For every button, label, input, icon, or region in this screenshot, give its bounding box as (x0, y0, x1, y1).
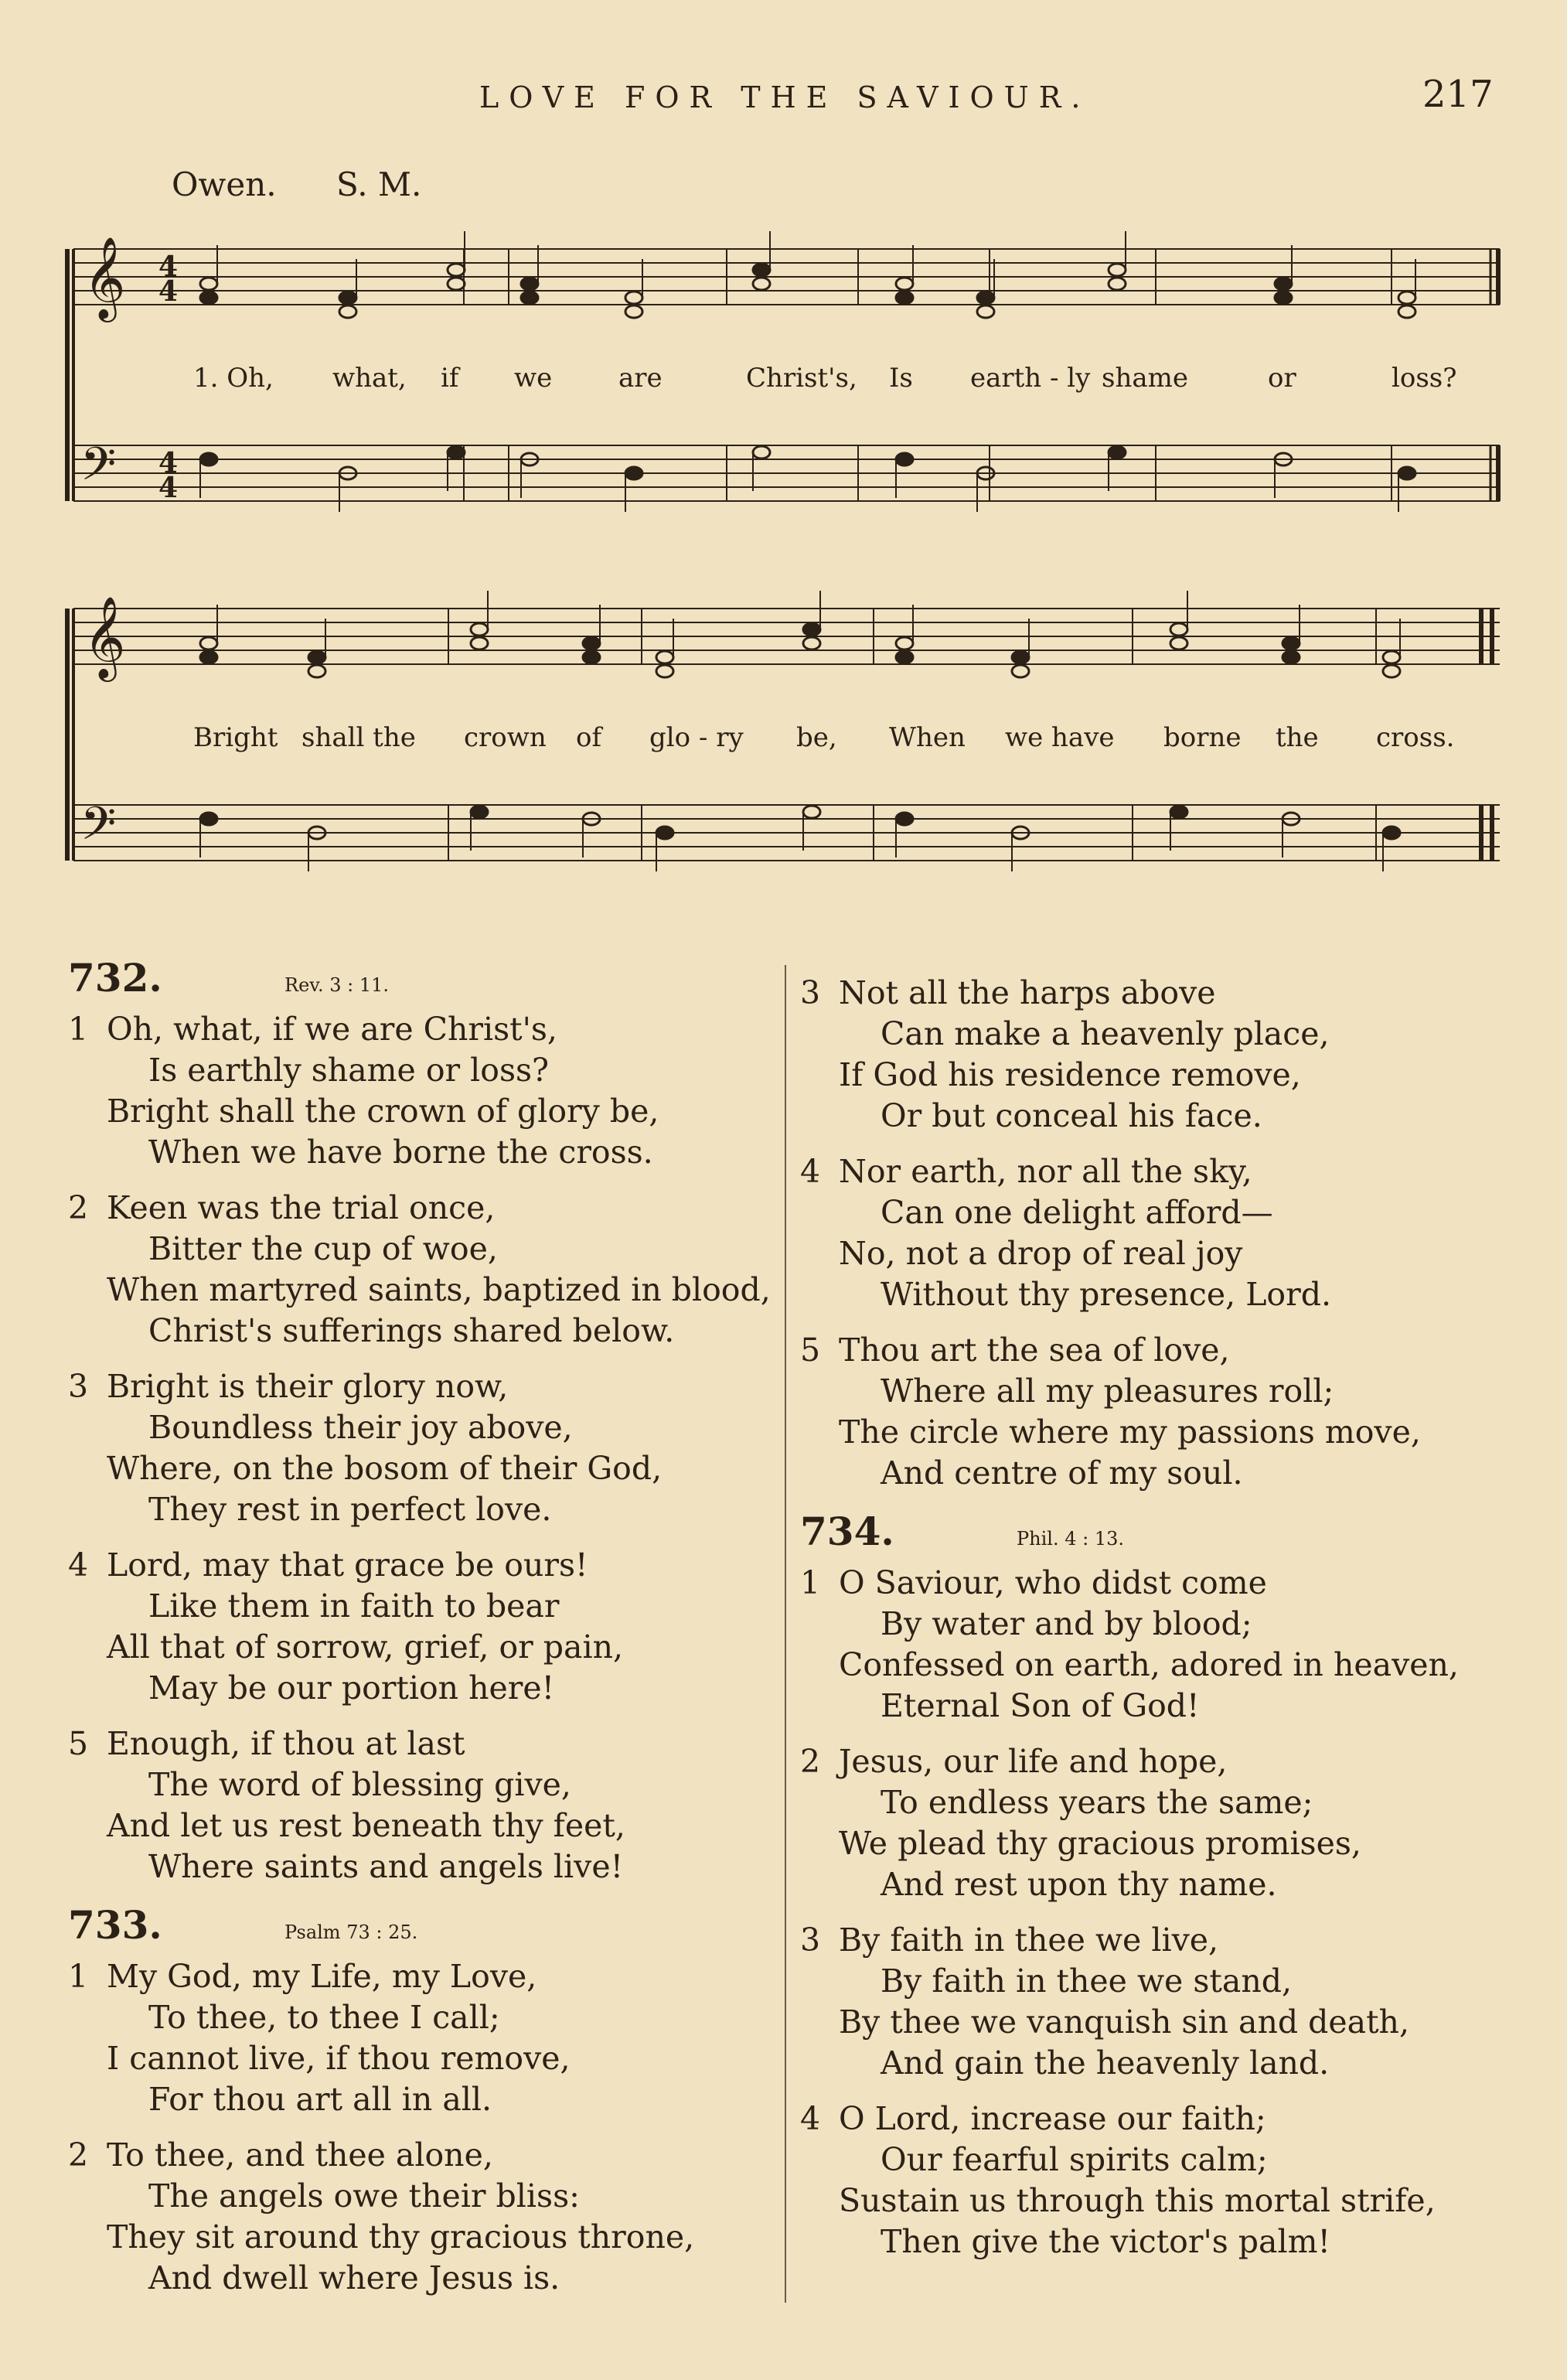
hymn-block (800, 973, 1542, 1494)
verse-line (68, 1132, 779, 1173)
verse-line-text: And centre of my soul. (881, 1454, 1243, 1492)
verse-line (800, 1604, 1542, 1645)
verse-line (68, 1956, 779, 1997)
verse-line-text: By water and by blood; (881, 1605, 1252, 1642)
verse-line (68, 1489, 779, 1530)
verse (800, 973, 1542, 1137)
verse-line-text: When we have borne the cross. (148, 1134, 653, 1171)
verse-number: 3 (68, 1368, 89, 1405)
verse-line (800, 1920, 1542, 1961)
verse-line (800, 2140, 1542, 2181)
verse-line (68, 1366, 779, 1407)
verse-number: 5 (68, 1725, 89, 1762)
treble-note (977, 292, 994, 304)
alto-note (583, 651, 600, 663)
hymns-left-column (68, 957, 779, 2316)
bass-clef-icon: 𝄢 (80, 796, 117, 861)
treble-note (1012, 651, 1029, 663)
verse-line-text: May be our portion here! (148, 1669, 555, 1707)
verse-line-text: We plead thy gracious promises, (839, 1825, 1361, 1862)
verse-line (800, 1563, 1542, 1604)
alto-note (1170, 637, 1187, 650)
treble-note (521, 278, 538, 290)
verse-number: 2 (68, 1189, 89, 1226)
verse-number: 3 (800, 974, 821, 1011)
verse-line (68, 1627, 779, 1668)
bass-note (448, 446, 465, 459)
verse-number: 2 (800, 1743, 821, 1780)
alto-note (1283, 651, 1300, 663)
verse-number: 1 (800, 1564, 821, 1601)
svg-text:4: 4 (158, 472, 179, 504)
verse-line-text: For thou art all in all. (148, 2081, 492, 2118)
verse-line (800, 1412, 1542, 1453)
bass-note (200, 813, 217, 825)
verse-number: 3 (800, 1921, 821, 1959)
verse-line-text: Nor earth, nor all the sky, (839, 1153, 1252, 1190)
verse-line-text: The angels owe their bliss: (148, 2177, 580, 2215)
alto-note (753, 278, 770, 290)
lyric-syllable: Christ's, (746, 363, 857, 394)
verse-line-text: Lord, may that grace be ours! (107, 1546, 588, 1584)
verse-line-text: Oh, what, if we are Christ's, (107, 1011, 557, 1048)
bass-note (753, 446, 770, 459)
lyric-syllable: Bright (193, 722, 278, 753)
bass-note (200, 453, 217, 465)
verse-line-text: When martyred saints, baptized in blood, (107, 1271, 771, 1308)
treble-clef-icon: 𝄞 (83, 236, 126, 319)
treble-note (583, 637, 600, 650)
verse-line (68, 1997, 779, 2038)
verse-line-text: Confessed on earth, adored in heaven, (839, 1646, 1459, 1683)
verse-line (800, 1961, 1542, 2002)
lyric-syllable: When (889, 722, 966, 753)
verse-line-text: Where, on the bosom of their God, (107, 1450, 663, 1487)
bass-note (656, 827, 673, 839)
verse-number: 4 (68, 1546, 89, 1584)
verse-line-text: Is earthly shame or loss? (148, 1052, 550, 1089)
verse-line (68, 1668, 779, 1709)
alto-note (625, 305, 642, 318)
verse (800, 1330, 1542, 1494)
verse-line (800, 1055, 1542, 1096)
verse-line-text: Keen was the trial once, (107, 1189, 496, 1226)
lyric-syllable: the (1276, 722, 1319, 753)
alto-note (1012, 665, 1029, 677)
verse-number: 1 (68, 1958, 89, 1995)
bass-note (896, 453, 913, 465)
hymn-heading (800, 1511, 1542, 1560)
verse-line (800, 2099, 1542, 2140)
verse-line (68, 2258, 779, 2299)
verse-line (68, 1724, 779, 1765)
lyric-syllable: crown (464, 722, 547, 753)
treble-clef-icon: 𝄞 (83, 595, 126, 678)
verse (68, 1188, 779, 1352)
lyric-syllable: borne (1163, 722, 1242, 753)
verse-line-text: Sustain us through this mortal strife, (839, 2182, 1436, 2219)
verse-line (800, 1453, 1542, 1494)
verse-line (800, 1096, 1542, 1137)
verse-line-text: Like them in faith to bear (148, 1587, 560, 1625)
verse-line-text: Eternal Son of God! (881, 1687, 1200, 1724)
alto-note (896, 292, 913, 304)
hymn-number: 732. (68, 955, 162, 1001)
verse-number: 2 (68, 2136, 89, 2174)
treble-note (803, 623, 820, 636)
alto-note (521, 292, 538, 304)
verse-line (800, 2181, 1542, 2221)
verse (800, 1563, 1542, 1727)
scripture-reference: Phil. 4 : 13. (1017, 1528, 1124, 1550)
treble-note (753, 264, 770, 276)
alto-note (200, 651, 217, 663)
verse-line-text: And let us rest beneath thy feet, (107, 1807, 625, 1844)
treble-note (1275, 278, 1292, 290)
verse-line-text: By thee we vanquish sin and death, (839, 2003, 1409, 2041)
verse-line-text: And dwell where Jesus is. (148, 2259, 560, 2296)
verse-line (800, 2043, 1542, 2084)
verse-line (800, 1274, 1542, 1315)
verse (800, 2099, 1542, 2262)
hymn-heading (68, 957, 779, 1006)
treble-note (1398, 292, 1415, 304)
verse-line-text: Can one delight afford— (881, 1194, 1273, 1231)
column-divider (785, 965, 786, 2303)
alto-note (803, 637, 820, 650)
verse-line-text: Or but conceal his face. (881, 1097, 1262, 1134)
verse-line (68, 1545, 779, 1586)
hymn-block (68, 957, 779, 1887)
verse-number: 5 (800, 1332, 821, 1369)
verse-line (68, 2217, 779, 2258)
lyric-syllable: we (514, 363, 553, 394)
verse-line (800, 1192, 1542, 1233)
scripture-reference: Rev. 3 : 11. (284, 974, 390, 996)
verse-line (800, 1645, 1542, 1686)
verse (800, 1920, 1542, 2084)
verse-line (68, 1448, 779, 1489)
verse-line (68, 1311, 779, 1352)
lyric-syllable: earth - ly (970, 363, 1091, 394)
lyric-syllable: of (576, 722, 602, 753)
hymns-right-column (800, 973, 1542, 2279)
verse-line (68, 2038, 779, 2079)
verse-line (68, 2079, 779, 2120)
hymn-block (68, 1904, 779, 2299)
verse-line-text: Bitter the cup of woe, (148, 1230, 498, 1267)
alto-note (1109, 278, 1126, 290)
alto-note (1275, 292, 1292, 304)
verse-line (800, 1330, 1542, 1371)
verse-line (800, 1233, 1542, 1274)
bass-note (1398, 467, 1415, 479)
bass-note (471, 806, 488, 818)
treble-note (1283, 637, 1300, 650)
verse-line (800, 1151, 1542, 1192)
lyric-syllable: be, (796, 722, 837, 753)
page-number: 217 (1422, 73, 1494, 116)
verse-line (68, 1188, 779, 1229)
verse-line (68, 2176, 779, 2217)
lyric-syllable: are (618, 363, 663, 394)
lyric-syllable: Is (889, 363, 913, 394)
verse-line-text: By faith in thee we live, (839, 1921, 1219, 1959)
treble-note (339, 292, 356, 304)
verse-number: 4 (800, 1153, 821, 1190)
alto-note (896, 651, 913, 663)
verse-line-text: To thee, to thee I call; (148, 1999, 500, 2036)
bass-note (896, 813, 913, 825)
lyric-syllable: what, (332, 363, 407, 394)
verse-line-text: Christ's sufferings shared below. (148, 1312, 675, 1349)
treble-note (200, 278, 217, 290)
alto-note (200, 292, 217, 304)
verse-line-text: Thou art the sea of love, (839, 1332, 1230, 1369)
hymn-number: 733. (68, 1902, 162, 1948)
verse-line (800, 1864, 1542, 1905)
verse (68, 1009, 779, 1173)
verse (68, 1545, 779, 1709)
verse-line-text: The word of blessing give, (148, 1766, 571, 1803)
verse-line-text: And rest upon thy name. (881, 1866, 1277, 1903)
treble-note (1383, 651, 1400, 663)
music-system-2 (0, 561, 1567, 916)
treble-note (471, 623, 488, 636)
verse (800, 1741, 1542, 1905)
alto-note (1398, 305, 1415, 318)
verse-number: 4 (800, 2100, 821, 2137)
verse-line-text: Not all the harps above (839, 974, 1216, 1011)
verse-line-text: They sit around thy gracious throne, (107, 2218, 695, 2256)
verse-line (68, 1846, 779, 1887)
tune-meter: S. M. (336, 165, 422, 203)
lyric-syllable: 1. Oh, (193, 363, 274, 394)
verse-line (68, 2135, 779, 2176)
alto-note (339, 305, 356, 318)
verse-line (800, 973, 1542, 1014)
alto-note (308, 665, 325, 677)
lyric-syllable: if (441, 363, 459, 394)
verse-line (68, 1805, 779, 1846)
scripture-reference: Psalm 73 : 25. (284, 1921, 418, 1943)
bass-note (1109, 446, 1126, 459)
verse-line (68, 1091, 779, 1132)
treble-note (200, 637, 217, 650)
verse-line (800, 1371, 1542, 1412)
verse-line-text: By faith in thee we stand, (881, 1962, 1292, 2000)
hymn-heading (68, 1904, 779, 1953)
verse (800, 1151, 1542, 1315)
verse-line-text: Boundless their joy above, (148, 1409, 573, 1446)
lyric-syllable: we have (1005, 722, 1115, 753)
svg-text:4: 4 (158, 251, 179, 283)
treble-note (1109, 264, 1126, 276)
alto-note (1383, 665, 1400, 677)
verse-line (800, 1686, 1542, 1727)
verse-line-text: All that of sorrow, grief, or pain, (107, 1628, 624, 1666)
treble-note (625, 292, 642, 304)
verse (68, 2135, 779, 2299)
verse-line-text: I cannot live, if thou remove, (107, 2040, 571, 2077)
verse-line (800, 2002, 1542, 2043)
verse-line-text: To endless years the same; (881, 1784, 1313, 1821)
verse-line-text: Jesus, our life and hope, (839, 1743, 1228, 1780)
verse-line-text: To thee, and thee alone, (107, 2136, 493, 2174)
running-header: LOVE FOR THE SAVIOUR. (479, 80, 1091, 114)
bass-clef-icon: 𝄢 (80, 437, 117, 502)
lyric-syllable: loss? (1392, 363, 1457, 394)
alto-note (448, 278, 465, 290)
verse-line-text: Can make a heavenly place, (881, 1015, 1330, 1052)
verse-line-text: Bright shall the crown of glory be, (107, 1093, 659, 1130)
lyric-syllable: shame (1102, 363, 1188, 394)
treble-note (1170, 623, 1187, 636)
bass-note (625, 467, 642, 479)
bass-note (1170, 806, 1187, 818)
verse-line-text: Then give the victor's palm! (881, 2223, 1330, 2260)
alto-note (656, 665, 673, 677)
lyric-syllable: glo - ry (649, 722, 744, 753)
verse-line (68, 1229, 779, 1270)
verse (68, 1956, 779, 2120)
verse-line-text: Where saints and angels live! (148, 1848, 624, 1885)
hymn-number: 734. (800, 1509, 894, 1554)
verse-line (800, 1823, 1542, 1864)
verse-line-text: They rest in perfect love. (148, 1491, 552, 1528)
verse-line (68, 1586, 779, 1627)
alto-note (977, 305, 994, 318)
verse-line-text: Our fearful spirits calm; (881, 2141, 1268, 2178)
verse-line (68, 1407, 779, 1448)
verse-line-text: Enough, if thou at last (107, 1725, 465, 1762)
hymn-block (800, 1511, 1542, 2262)
verse (68, 1366, 779, 1530)
svg-text:4: 4 (158, 275, 179, 308)
verse-line-text: Without thy presence, Lord. (881, 1276, 1331, 1313)
verse-line (68, 1009, 779, 1050)
verse-line-text: Bright is their glory now, (107, 1368, 509, 1405)
bass-note (803, 806, 820, 818)
verse-line-text: And gain the heavenly land. (881, 2044, 1330, 2082)
treble-note (656, 651, 673, 663)
lyric-syllable: cross. (1376, 722, 1455, 753)
treble-note (896, 278, 913, 290)
verse-line (68, 1050, 779, 1091)
treble-note (448, 264, 465, 276)
treble-note (308, 651, 325, 663)
tune-name: Owen. (172, 165, 277, 203)
verse-line-text: O Lord, increase our faith; (839, 2100, 1266, 2137)
lyric-syllable: or (1268, 363, 1296, 394)
lyric-syllable: shall the (301, 722, 416, 753)
verse-line (800, 2221, 1542, 2262)
treble-note (896, 637, 913, 650)
verse (68, 1724, 779, 1887)
svg-text:4: 4 (158, 447, 179, 479)
verse-line-text: If God his residence remove, (839, 1056, 1301, 1093)
bass-note (1383, 827, 1400, 839)
verse-line-text: My God, my Life, my Love, (107, 1958, 537, 1995)
verse-number: 1 (68, 1011, 89, 1048)
verse-line (68, 1270, 779, 1311)
verse-line-text: O Saviour, who didst come (839, 1564, 1267, 1601)
verse-line (800, 1014, 1542, 1055)
verse-line (800, 1741, 1542, 1782)
verse-line-text: Where all my pleasures roll; (881, 1372, 1334, 1410)
music-system-1 (0, 201, 1567, 557)
verse-line-text: The circle where my passions move, (839, 1413, 1421, 1451)
alto-note (471, 637, 488, 650)
verse-line-text: No, not a drop of real joy (839, 1235, 1243, 1272)
verse-line (800, 1782, 1542, 1823)
verse-line (68, 1765, 779, 1805)
